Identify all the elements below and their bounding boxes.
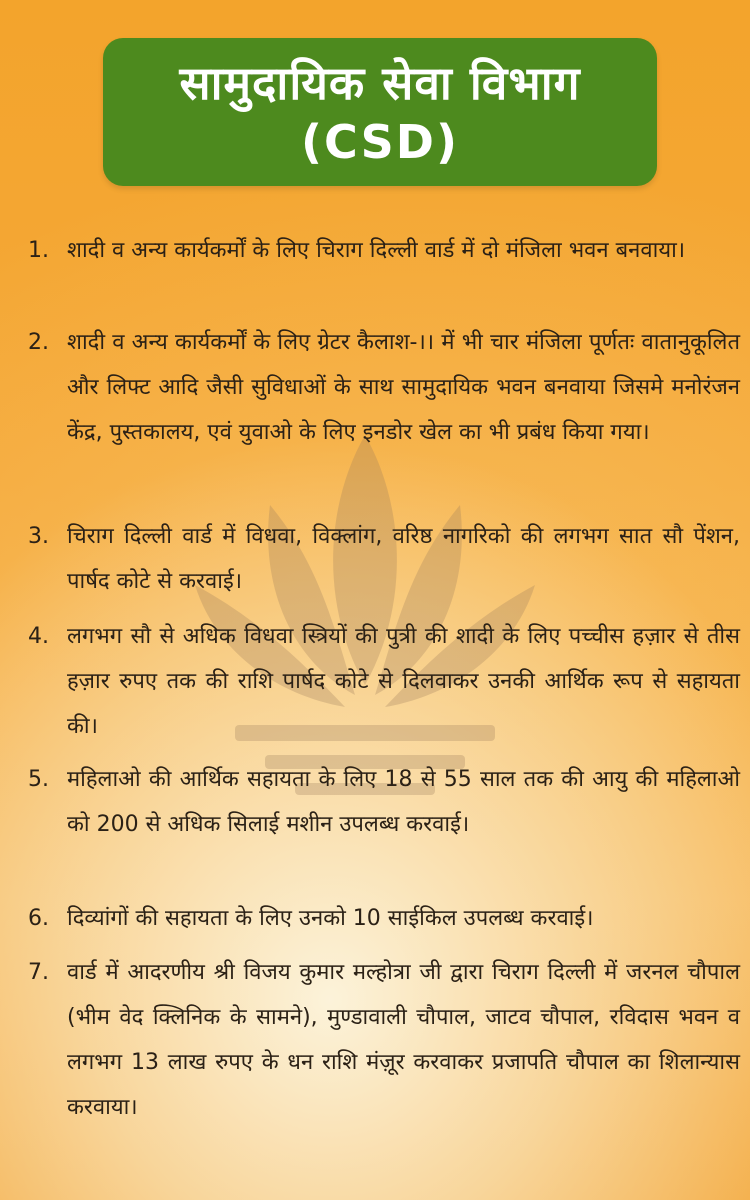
list-item [28,757,740,847]
list-item [28,514,740,604]
list-item [28,320,740,455]
item-number: 2. [28,330,49,355]
item-text: महिलाओ की आर्थिक सहायता के लिए 18 से 55 साल तक की आयु की महिलाओ को 200 से अधिक सिलाई मशीन उपलब्ध करवाई। [67,767,740,837]
item-number: 5. [28,767,49,792]
list-item [28,228,740,273]
item-text: लगभग सौ से अधिक विधवा स्त्रियों की पुत्री की शादी के लिए पच्चीस हज़ार से तीस हज़ार रुपए तक की राशि पार्षद कोटे से दिलवाकर उनकी आर्थिक रूप से सहायता की। [67,624,740,739]
page-subtitle-abbreviation: (CSD) [301,115,459,169]
item-number: 4. [28,624,49,649]
item-text: शादी व अन्य कार्यकर्मों के लिए ग्रेटर कैलाश-।। में भी चार मंजिला पूर्णतः वातानुकूलित और लिफ्ट आदि जैसी सुविधाओं के साथ सामुदायिक भवन बनवाया जिसमे मनोरंजन केंद्र, पुस्तकालय, एवं युवाओ के लिए इनडोर खेल का भी प्रबंध किया गया। [67,330,740,445]
item-number: 1. [28,238,49,263]
item-number: 7. [28,960,49,985]
list-item [28,896,740,941]
item-text: वार्ड में आदरणीय श्री विजय कुमार मल्होत्रा जी द्वारा चिराग दिल्ली में जरनल चौपाल (भीम वेद क्लिनिक के सामने), मुण्डावाली चौपाल, जाटव चौपाल, रविदास भवन व लगभग 13 लाख रुपए के धन राशि मंज़ूर करवाकर प्रजापति चौपाल का शिलान्यास करवाया। [67,960,740,1120]
item-number: 6. [28,906,49,931]
list-item [28,950,740,1130]
lotus-watermark-icon [175,395,555,815]
page-title: सामुदायिक सेवा विभाग [179,56,581,110]
item-text: दिव्यांगों की सहायता के लिए उनको 10 साईकिल उपलब्ध करवाई। [67,906,594,931]
item-text: शादी व अन्य कार्यकर्मों के लिए चिराग दिल्ली वार्ड में दो मंजिला भवन बनवाया। [67,238,686,263]
item-number: 3. [28,524,49,549]
list-item [28,614,740,749]
item-text: चिराग दिल्ली वार्ड में विधवा, विक्लांग, वरिष्ठ नागरिको की लगभग सात सौ पेंशन, पार्षद कोटे से करवाई। [67,524,740,594]
title-banner [103,38,657,186]
